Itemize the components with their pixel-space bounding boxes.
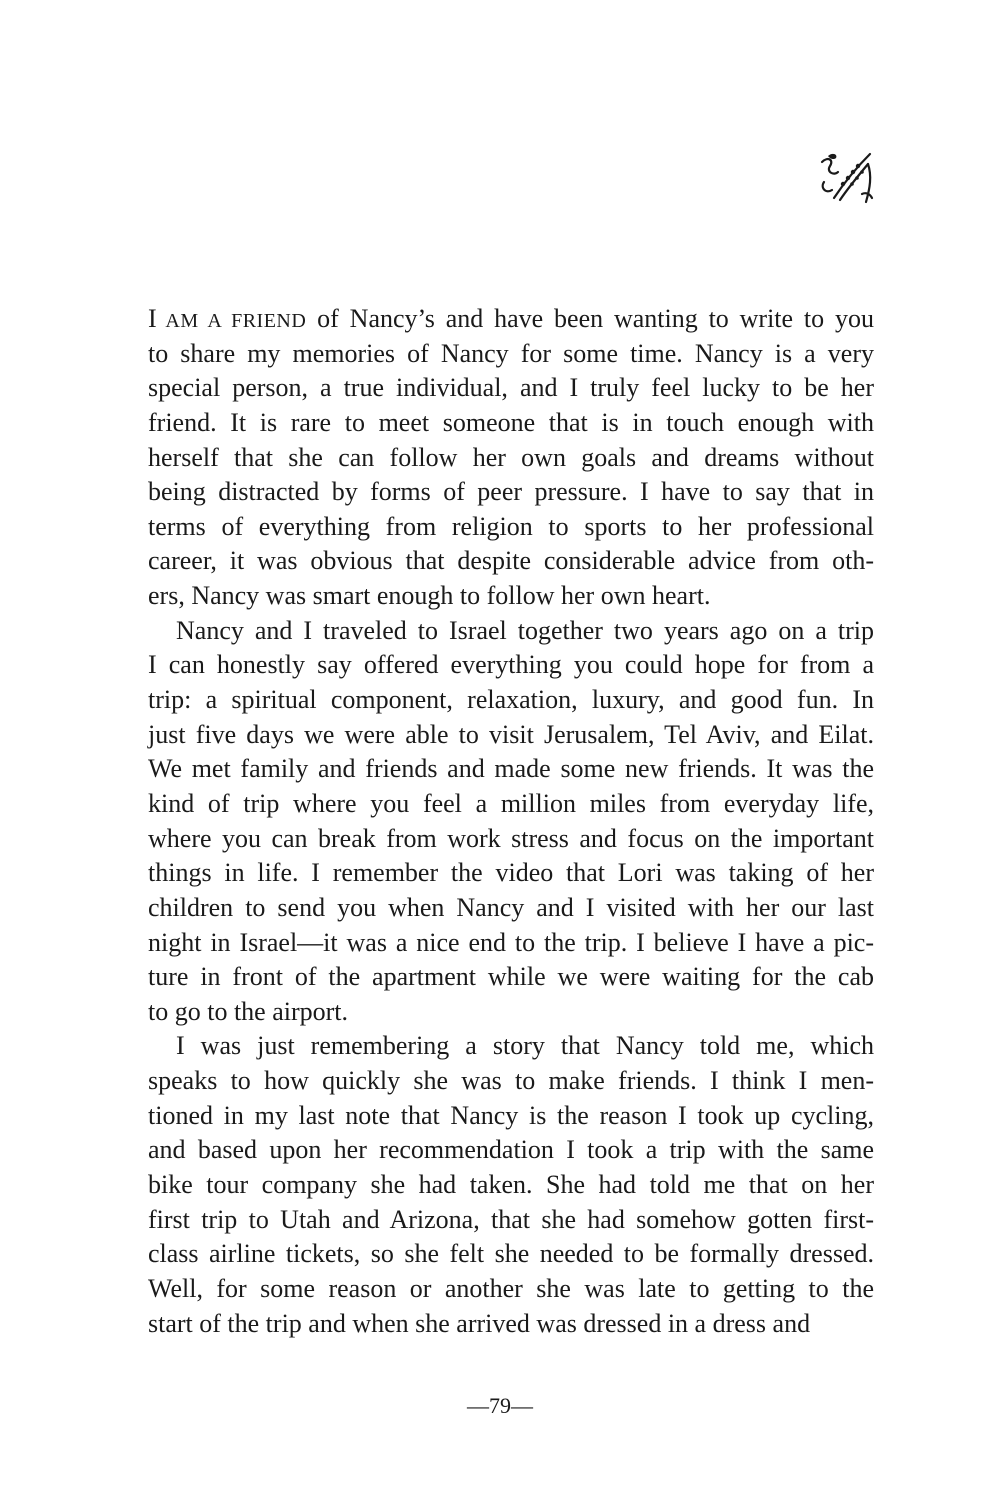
text-line: being distracted by forms of peer pressure. I have to say that in — [148, 477, 874, 507]
text-line: and based upon her recommendation I took a trip with the same — [148, 1135, 874, 1165]
page-number: —79— — [467, 1393, 533, 1418]
text-line: where you can break from work stress and focus on the important — [148, 823, 874, 853]
opening-rest: of Nancy’s and have been wanting to write to you — [306, 304, 874, 333]
text-line: terms of everything from religion to sports to her professional — [148, 511, 874, 541]
opening-line — [148, 302, 874, 337]
text-line: first trip to Utah and Arizona, that she had somehow gotten first- — [148, 1204, 874, 1234]
text-line: tioned in my last note that Nancy is the reason I took up cycling, — [148, 1100, 874, 1130]
text-line: I can honestly say offered everything you could hope for from a — [148, 650, 874, 680]
text-line: class airline tickets, so she felt she needed to be formally dressed. — [148, 1239, 874, 1269]
text-line: kind of trip where you feel a million miles from everyday life, — [148, 788, 874, 818]
text-line: trip: a spiritual component, relaxation, luxury, and good fun. In — [148, 685, 874, 715]
body-text — [148, 302, 874, 1341]
text-line: career, it was obvious that despite considerable advice from oth- — [148, 546, 874, 576]
opening-smallcaps: AM A FRIEND — [156, 310, 307, 332]
text-line: herself that she can follow her own goals and dreams without — [148, 442, 874, 472]
text-line: children to send you when Nancy and I visited with her our last — [148, 892, 874, 922]
text-line: friend. It is rare to meet someone that is in touch enough with — [148, 407, 874, 437]
text-line: to go to the airport. — [148, 996, 349, 1026]
text-line: things in life. I remember the video that Lori was taking of her — [148, 858, 874, 888]
text-line: night in Israel—it was a nice end to the trip. I believe I have a pic- — [148, 927, 874, 957]
text-line: I was just remembering a story that Nancy told me, which — [176, 1031, 874, 1061]
text-line: ers, Nancy was smart enough to follow her own heart. — [148, 581, 711, 611]
text-line: We met family and friends and made some new friends. It was the — [148, 754, 874, 784]
text-line: ture in front of the apartment while we were waiting for the cab — [148, 962, 874, 992]
text-line: special person, a true individual, and I truly feel lucky to be her — [148, 373, 874, 403]
floral-flourish-icon — [812, 148, 876, 212]
text-line: Well, for some reason or another she was late to getting to the — [148, 1273, 874, 1303]
text-line: bike tour company she had taken. She had told me that on her — [148, 1170, 874, 1200]
opening-dropcap: I — [148, 304, 157, 333]
text-line: speaks to how quickly she was to make friends. I think I men- — [148, 1066, 874, 1096]
text-line: to share my memories of Nancy for some time. Nancy is a very — [148, 338, 874, 368]
text-line: just five days we were able to visit Jerusalem, Tel Aviv, and Eilat. — [148, 719, 874, 749]
text-line: start of the trip and when she arrived was dressed in a dress and — [148, 1308, 811, 1338]
text-line: Nancy and I traveled to Israel together two years ago on a trip — [176, 615, 874, 645]
